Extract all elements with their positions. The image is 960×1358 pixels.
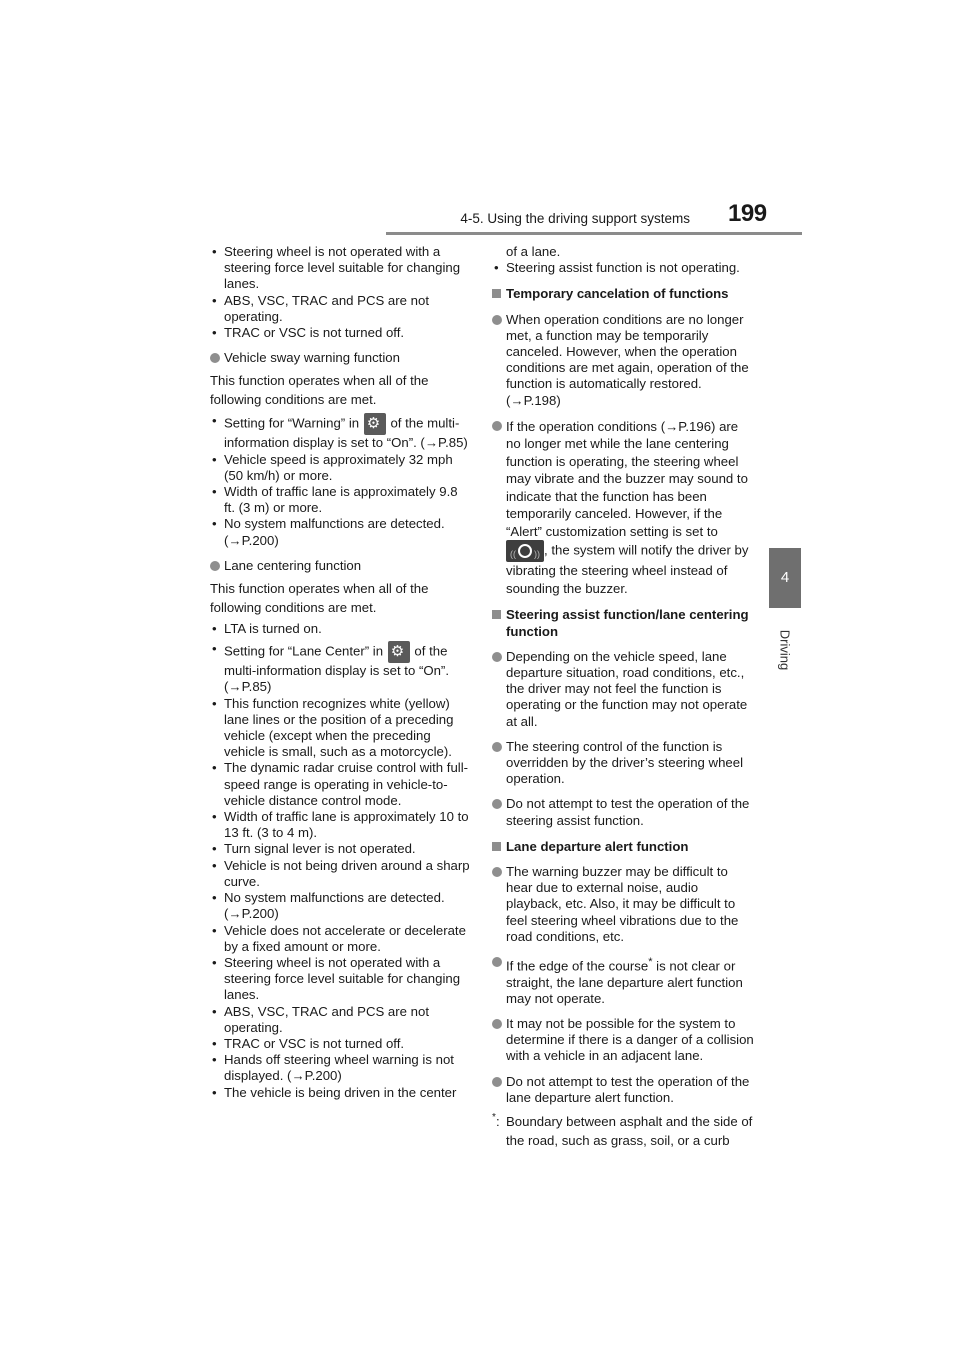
- circle-bullet-icon: [492, 1019, 502, 1029]
- list-item: • Turn signal lever is not operated.: [210, 841, 470, 857]
- footnote-text: Boundary between asphalt and the side of the road, such as grass, soil, or a curb: [506, 1114, 753, 1148]
- square-bullet-icon: [492, 842, 501, 851]
- centering-heading: [210, 558, 470, 574]
- list-item: [492, 864, 754, 945]
- alert-text-post: , the system will notify the driver by vibrating the steering wheel instead of sounding the buzzer.: [506, 542, 749, 596]
- list-item-text: Depending on the vehicle speed, lane departure situation, road conditions, etc., the driver may not feel the function is operating or the function may not operate at all.: [506, 648, 748, 729]
- list-item: • Vehicle speed is approximately 32 mph (50 km/h) or more.: [210, 452, 470, 484]
- list-item-text: Do not attempt to test the operation of the lane departure alert function.: [506, 1073, 750, 1105]
- circle-bullet-icon: [492, 315, 502, 325]
- sway-setting-post: of the multi-information display is set to “On”. (→P.85): [224, 415, 468, 451]
- list-item-text: The warning buzzer may be difficult to hear due to external noise, audio playback, etc. Also, it may be difficult to feel steering wheel vibrations due to the road conditions, etc.: [506, 863, 739, 944]
- list-item: • LTA is turned on.: [210, 621, 470, 637]
- centering-setting: [210, 641, 470, 695]
- circle-bullet-icon: [492, 957, 502, 967]
- steering-assist-heading: [492, 607, 754, 639]
- circle-bullet-icon: [210, 561, 220, 571]
- centering-intro: This function operates when all of the following conditions are met.: [210, 581, 429, 616]
- chapter-label-text: Driving: [777, 629, 793, 671]
- circle-bullet-icon: [492, 742, 502, 752]
- list-item: [492, 1074, 754, 1106]
- circle-bullet-icon: [492, 799, 502, 809]
- list-item: • Width of traffic lane is approximately 9.8 ft. (3 m) or more.: [210, 484, 470, 516]
- list-item: [492, 954, 754, 1007]
- list-item: • Steering wheel is not operated with a steering force level suitable for changing lanes.: [210, 244, 470, 293]
- list-item-text-post: is not clear or straight, the lane departure alert function may not operate.: [506, 958, 743, 1006]
- list-item: • This function recognizes white (yellow) lane lines or the position of a preceding vehicle (except when the preceding vehicle is small, such as a motorcycle).: [210, 696, 470, 761]
- square-bullet-icon: [492, 610, 501, 619]
- circle-bullet-icon: [210, 353, 220, 363]
- header-rule: [386, 232, 802, 235]
- temp-cancel-heading-text: Temporary cancelation of functions: [506, 286, 729, 302]
- chapter-label: [768, 620, 802, 680]
- list-item: • Width of traffic lane is approximately 10 to 13 ft. (3 to 4 m).: [210, 809, 470, 841]
- centering-setting-pre: Setting for “Lane Center” in: [224, 643, 384, 659]
- list-item: [492, 796, 754, 828]
- list-item-text: Do not attempt to test the operation of the steering assist function.: [506, 796, 750, 828]
- steering-vibration-icon: (( )): [506, 540, 544, 562]
- list-item-text-pre: If the edge of the course: [506, 958, 649, 974]
- sway-intro: This function operates when all of the following conditions are met.: [210, 373, 429, 408]
- circle-bullet-icon: [492, 867, 502, 877]
- list-item: • ABS, VSC, TRAC and PCS are not operating.: [210, 1004, 470, 1036]
- list-item-text: The steering control of the function is overridden by the driver’s steering wheel operation.: [506, 738, 744, 787]
- temp-cancel-heading: [492, 286, 754, 302]
- right-column: [492, 244, 754, 1150]
- list-item: • The vehicle is being driven in the center: [210, 1085, 470, 1101]
- list-item: • TRAC or VSC is not turned off.: [210, 325, 470, 341]
- list-item: • The dynamic radar cruise control with full-speed range is operating in vehicle-to-vehicle distance control mode.: [210, 760, 470, 809]
- square-bullet-icon: [492, 289, 501, 298]
- steering-assist-heading-text: Steering assist function/lane centering function: [506, 607, 749, 639]
- lane-departure-heading: [492, 839, 754, 855]
- list-item: • Steering wheel is not operated with a steering force level suitable for changing lanes.: [210, 955, 470, 1004]
- list-item: • ABS, VSC, TRAC and PCS are not operating.: [210, 293, 470, 325]
- continuation-text: of a lane.: [506, 244, 561, 259]
- circle-bullet-icon: [492, 652, 502, 662]
- list-item: • Vehicle is not being driven around a sharp curve.: [210, 858, 470, 890]
- list-item-text: When operation conditions are no longer met, a function may be temporarily canceled. However, when the operation conditions are met again, operation of the function is automatically restored. (→P.198): [506, 311, 749, 408]
- footnote: * : Boundary between asphalt and the side of the road, such as grass, soil, or a curb: [492, 1112, 754, 1150]
- list-item: • Steering assist function is not operating.: [492, 260, 754, 276]
- page-number: 199: [728, 200, 767, 227]
- centering-heading-text: Lane centering function: [224, 557, 362, 573]
- list-item-text: It may not be possible for the system to determine if there is a danger of a collision with a vehicle in an adjacent lane.: [506, 1015, 754, 1064]
- sway-setting: [210, 413, 470, 451]
- lane-departure-heading-text: Lane departure alert function: [506, 838, 689, 854]
- circle-bullet-icon: [492, 421, 502, 431]
- list-item: [492, 739, 754, 788]
- list-item: [492, 1016, 754, 1065]
- left-column: [210, 244, 470, 1101]
- section-title: 4-5. Using the driving support systems: [460, 211, 690, 226]
- circle-bullet-icon: [492, 1077, 502, 1087]
- alert-text-pre: If the operation conditions (→P.196) are no longer met while the lane centering function is operating, the steering wheel may vibrate and the buzzer may sound to indicate that the function has been temporarily canceled. However, if the “Alert” customization setting is set to: [506, 418, 748, 539]
- chapter-tab: 4: [769, 548, 801, 608]
- list-item: • No system malfunctions are detected. (→P.200): [210, 516, 470, 548]
- sway-heading-text: Vehicle sway warning function: [224, 350, 400, 366]
- sway-setting-pre: Setting for “Warning” in: [224, 415, 360, 431]
- gear-icon: [364, 413, 386, 435]
- gear-icon: [388, 641, 410, 663]
- list-item: • No system malfunctions are detected. (→P.200): [210, 890, 470, 922]
- list-item: • Vehicle does not accelerate or decelerate by a fixed amount or more.: [210, 923, 470, 955]
- list-item: [492, 312, 754, 409]
- footnote-marker: *: [648, 955, 653, 968]
- list-item: • TRAC or VSC is not turned off.: [210, 1036, 470, 1052]
- sway-heading: [210, 350, 470, 366]
- list-item: [492, 649, 754, 730]
- list-item: [492, 418, 754, 598]
- list-item: • Hands off steering wheel warning is not displayed. (→P.200): [210, 1052, 470, 1084]
- centering-setting-post: of the multi-information display is set to “On”. (→P.85): [224, 643, 449, 695]
- footnote-mark: *: [492, 1112, 496, 1123]
